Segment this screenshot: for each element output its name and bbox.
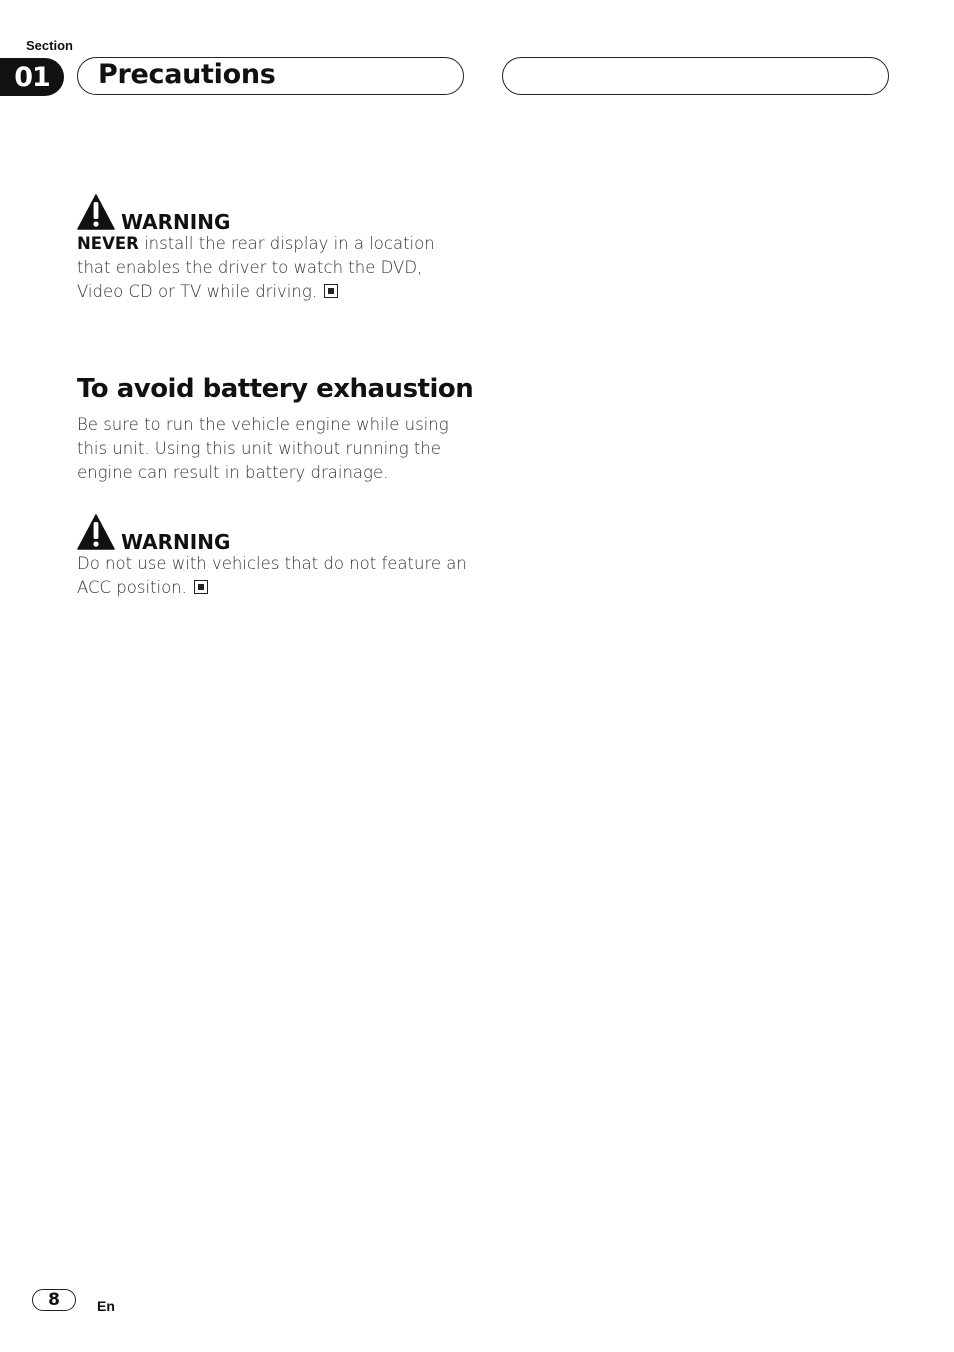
warning-title: WARNING bbox=[121, 210, 231, 234]
battery-text: Be sure to run the vehicle engine while using this unit. Using this unit without running the engine can result in battery drainage. bbox=[77, 415, 449, 482]
warning-block-rear-display bbox=[77, 192, 467, 304]
warning-header bbox=[77, 192, 467, 234]
warning-triangle-icon bbox=[77, 194, 115, 230]
header-title-pill bbox=[77, 57, 464, 95]
section-heading-battery: To avoid battery exhaustion bbox=[77, 374, 474, 404]
page-number: 8 bbox=[32, 1289, 76, 1311]
section-label: Section bbox=[26, 38, 73, 53]
page-title: Precautions bbox=[98, 59, 276, 90]
warning-triangle-icon bbox=[77, 514, 115, 550]
warning-header bbox=[77, 512, 467, 554]
warning-body: install the rear display in a location that enables the driver to watch the DVD, Video CD or TV while driving. bbox=[77, 234, 435, 301]
warning-lead-word: NEVER bbox=[77, 234, 139, 253]
header-empty-pill bbox=[502, 57, 889, 95]
end-mark-icon bbox=[324, 284, 338, 298]
warning-text bbox=[77, 232, 467, 304]
warning-text bbox=[77, 552, 467, 600]
section-number-badge: 01 bbox=[0, 58, 64, 96]
warning-body: Do not use with vehicles that do not feature an ACC position. bbox=[77, 554, 467, 597]
warning-title: WARNING bbox=[121, 530, 231, 554]
language-label: En bbox=[97, 1298, 115, 1314]
warning-block-acc bbox=[77, 512, 467, 600]
end-mark-icon bbox=[194, 580, 208, 594]
battery-paragraph bbox=[77, 413, 467, 485]
